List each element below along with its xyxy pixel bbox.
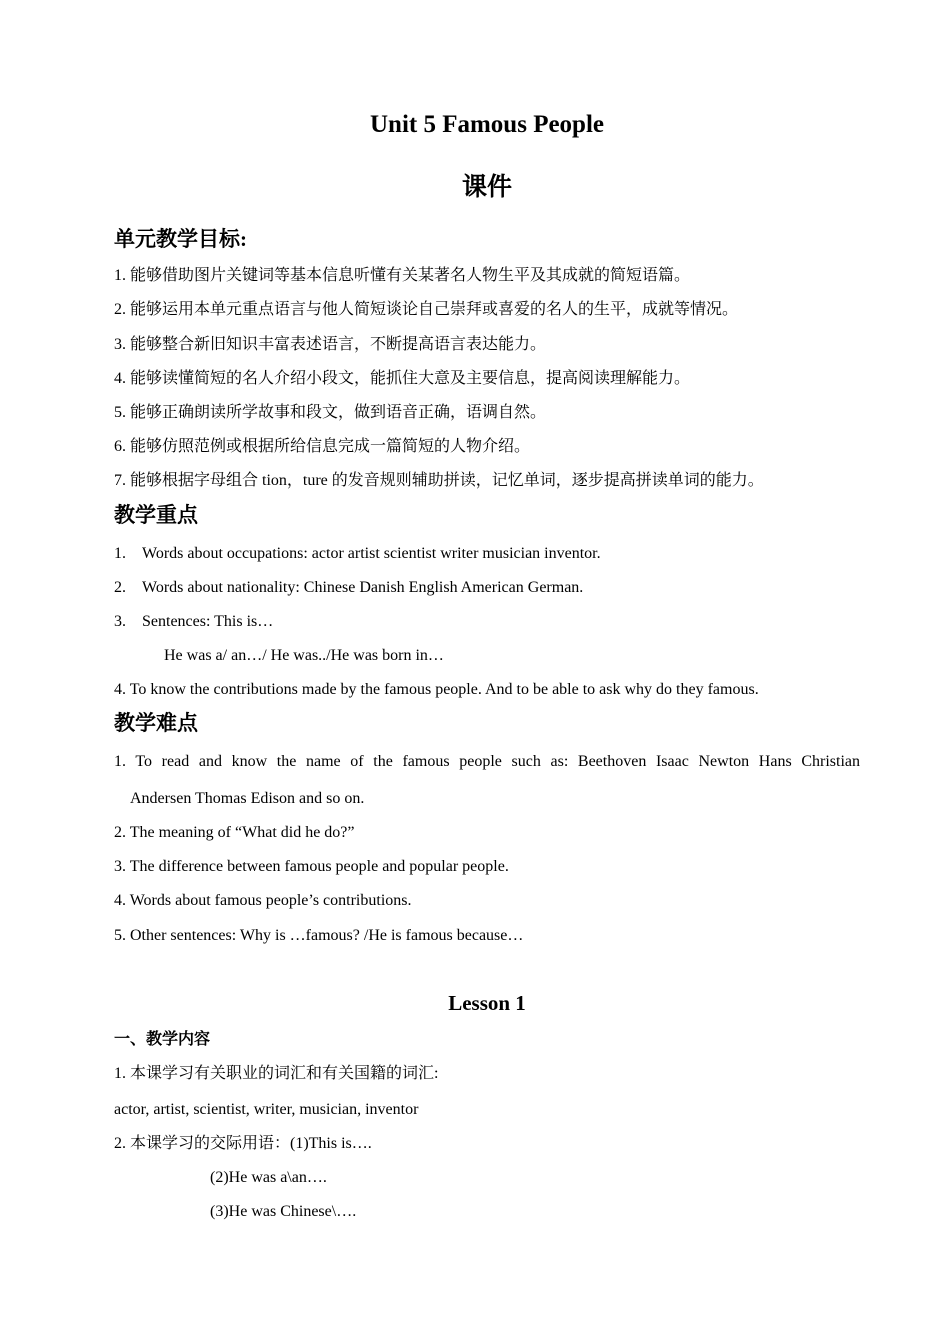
lesson-vocab-line: actor, artist, scientist, writer, musician, inventor: [114, 1101, 419, 1118]
key-point-number: 3.: [114, 613, 126, 630]
lesson-section-heading: 一、教学内容: [114, 1031, 211, 1048]
key-point-continuation: He was a/ an…/ He was../He was born in…: [164, 647, 444, 664]
key-point-number: 1.: [114, 545, 126, 562]
difficulty-item: 1. To read and know the name of the famous people such as: Beethoven Isaac Newton Hans Christian: [114, 753, 860, 770]
document-title: Unit 5 Famous People: [369, 111, 605, 138]
objective-item: 6. 能够仿照范例或根据所给信息完成一篇简短的人物介绍。: [114, 438, 531, 455]
key-points-heading: 教学重点: [114, 503, 198, 527]
key-point-text: Words about occupations: actor artist scientist writer musician inventor.: [142, 545, 601, 562]
document-subtitle: 课件: [461, 174, 512, 201]
difficulty-item: 3. The difference between famous people and popular people.: [114, 858, 509, 875]
lesson-phrase-line: (2)He was a\an….: [210, 1169, 327, 1186]
difficulty-item: 2. The meaning of “What did he do?”: [114, 824, 355, 841]
key-point-text: Words about nationality: Chinese Danish English American German.: [142, 579, 584, 596]
objective-item: 3. 能够整合新旧知识丰富表述语言，不断提高语言表达能力。: [114, 336, 547, 353]
key-point-text: Sentences: This is…: [142, 613, 274, 630]
objective-item: 2. 能够运用本单元重点语言与他人简短谈论自己崇拜或喜爱的名人的生平，成就等情况。: [114, 301, 739, 318]
objective-item: 5. 能够正确朗读所学故事和段文，做到语音正确，语调自然。: [114, 404, 547, 421]
objective-item: 1. 能够借助图片关键词等基本信息听懂有关某著名人物生平及其成就的简短语篇。: [114, 267, 691, 284]
difficulty-item: 5. Other sentences: Why is …famous? /He is famous because…: [114, 927, 524, 944]
difficulty-item-continuation: Andersen Thomas Edison and so on.: [130, 790, 365, 807]
key-point-item: [114, 578, 583, 598]
key-point-item: [114, 544, 601, 564]
lesson-title: Lesson 1: [448, 991, 526, 1015]
key-point-item: [114, 612, 273, 632]
key-point-item: 4. To know the contributions made by the famous people. And to be able to ask why do they famous.: [114, 681, 759, 698]
objective-item: 4. 能够读懂简短的名人介绍小段文，能抓住大意及主要信息，提高阅读理解能力。: [114, 370, 691, 387]
lesson-phrase-line: (3)He was Chinese\….: [210, 1203, 357, 1220]
lesson-content-line: 2. 本课学习的交际用语：(1)This is….: [114, 1135, 372, 1152]
key-point-number: 2.: [114, 579, 126, 596]
difficulty-item: 4. Words about famous people’s contributions.: [114, 892, 412, 909]
lesson-content-line: 1. 本课学习有关职业的词汇和有关国籍的词汇:: [114, 1065, 439, 1082]
objective-item: 7. 能够根据字母组合 tion，ture 的发音规则辅助拼读，记忆单词，逐步提高拼读单词的能力。: [114, 472, 764, 489]
objectives-heading: 单元教学目标:: [114, 227, 247, 251]
difficulties-heading: 教学难点: [114, 711, 198, 735]
